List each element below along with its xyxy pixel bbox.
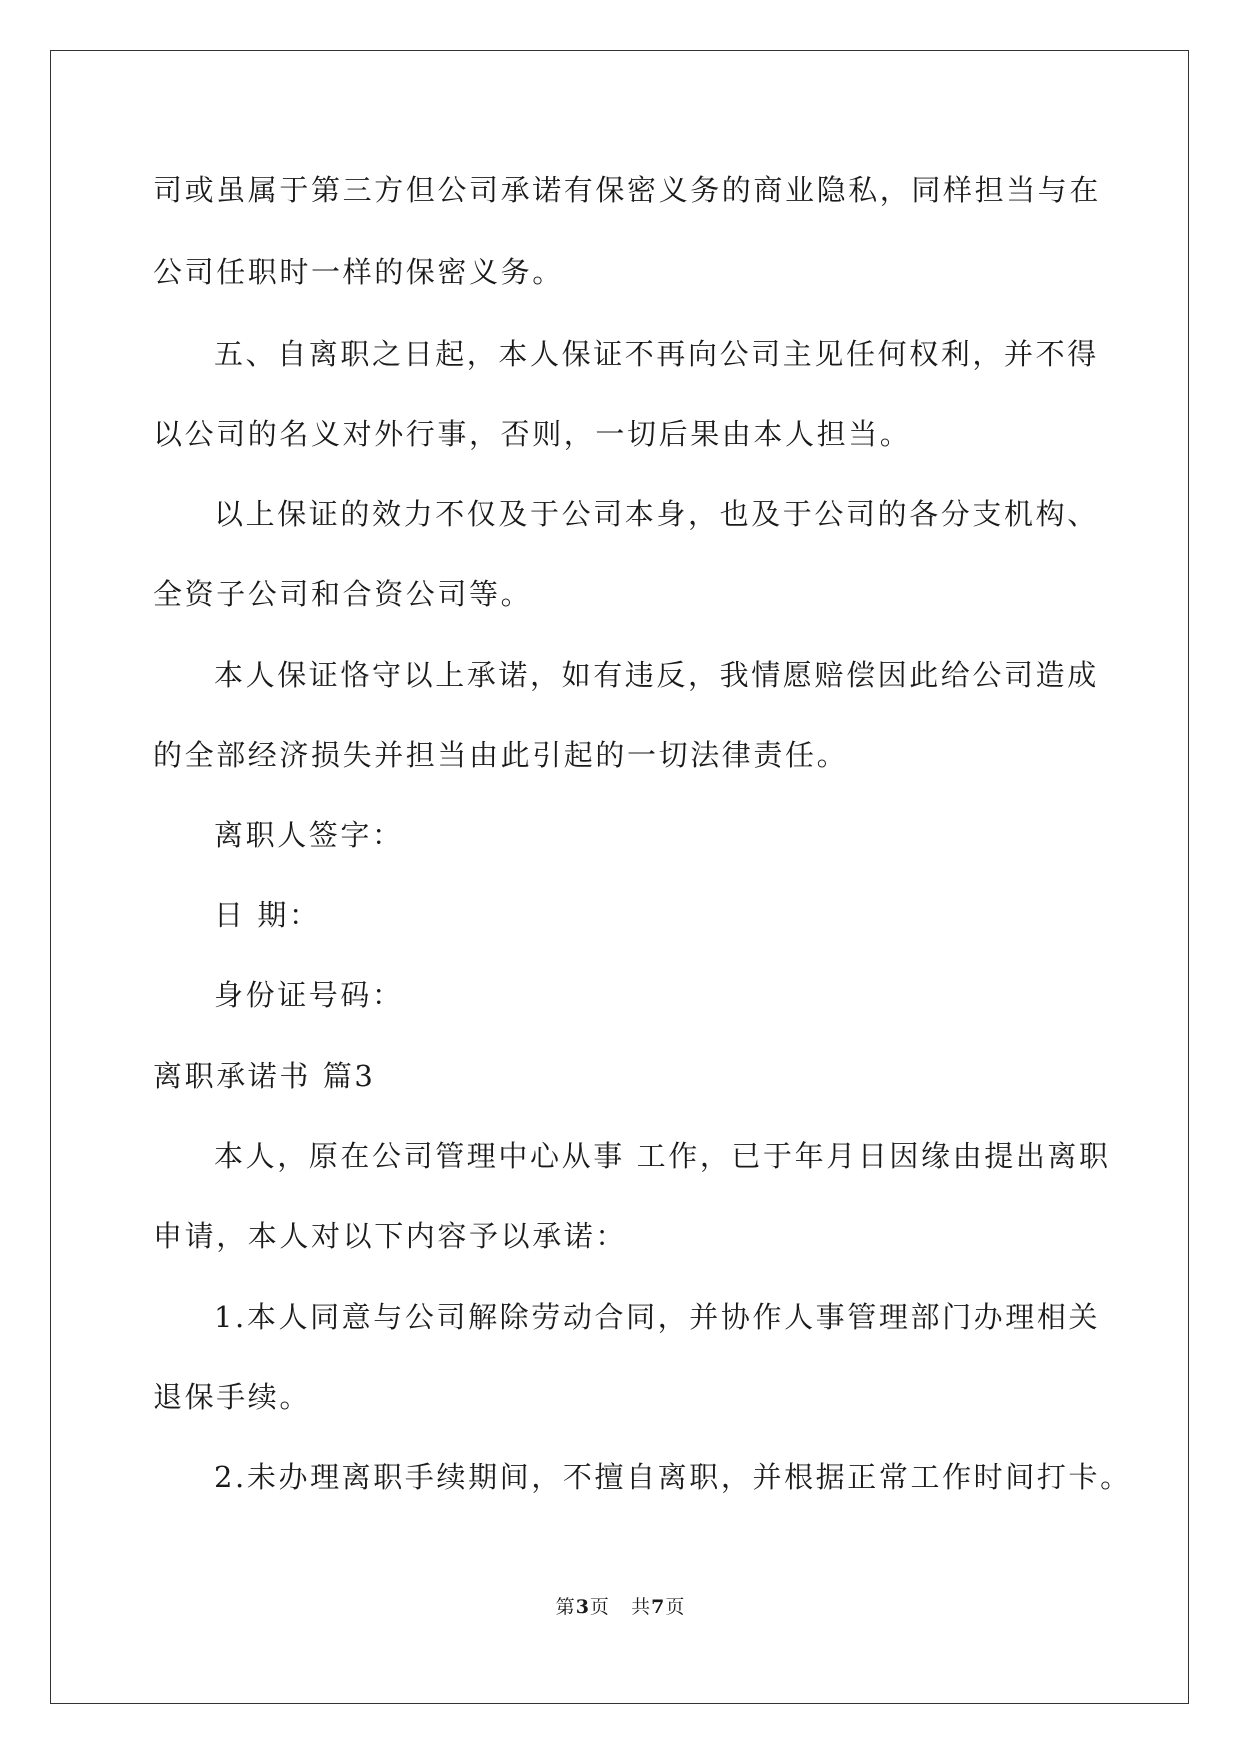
body-line-1: 司或虽属于第三方但公司承诺有保密义务的商业隐私，同样担当与在 — [153, 173, 1102, 207]
body-line-16: 退保手续。 — [153, 1380, 312, 1414]
body-line-4: 以公司的名义对外行事，否则，一切后果由本人担当。 — [153, 417, 912, 451]
signature-label: 离职人签字： — [214, 818, 404, 852]
footer-page-suffix: 页 — [589, 1596, 610, 1618]
body-line-5: 以上保证的效力不仅及于公司本身，也及于公司的各分支机构、 — [214, 497, 1099, 531]
body-line-6: 全资子公司和合资公司等。 — [153, 577, 533, 611]
body-line-8: 的全部经济损失并担当由此引起的一切法律责任。 — [153, 738, 849, 772]
footer-total-pages: 7 — [651, 1596, 666, 1618]
footer-page-prefix: 第 — [555, 1596, 576, 1618]
body-line-3: 五、自离职之日起，本人保证不再向公司主见任何权利，并不得 — [214, 337, 1099, 371]
body-line-17: 2.未办理离职手续期间，不擅自离职，并根据正常工作时间打卡。 — [214, 1460, 1132, 1494]
body-line-15: 1.本人同意与公司解除劳动合同，并协作人事管理部门办理相关 — [214, 1300, 1101, 1334]
date-label: 日 期： — [214, 898, 321, 932]
id-number-label: 身份证号码： — [214, 978, 404, 1012]
body-line-14: 申请，本人对以下内容予以承诺： — [153, 1219, 628, 1253]
page-border — [50, 50, 1189, 1704]
footer-page-number: 3 — [575, 1596, 590, 1618]
body-line-2: 公司任职时一样的保密义务。 — [153, 255, 564, 289]
body-line-7: 本人保证恪守以上承诺，如有违反，我情愿赔偿因此给公司造成 — [214, 658, 1099, 692]
body-line-13: 本人，原在公司管理中心从事 工作，已于年月日因缘由提出离职 — [214, 1139, 1111, 1173]
footer-total-suffix: 页 — [665, 1596, 686, 1618]
section-heading: 离职承诺书 篇3 — [153, 1059, 376, 1093]
page-footer — [0, 1595, 1241, 1619]
footer-total-prefix: 共 — [631, 1596, 652, 1618]
